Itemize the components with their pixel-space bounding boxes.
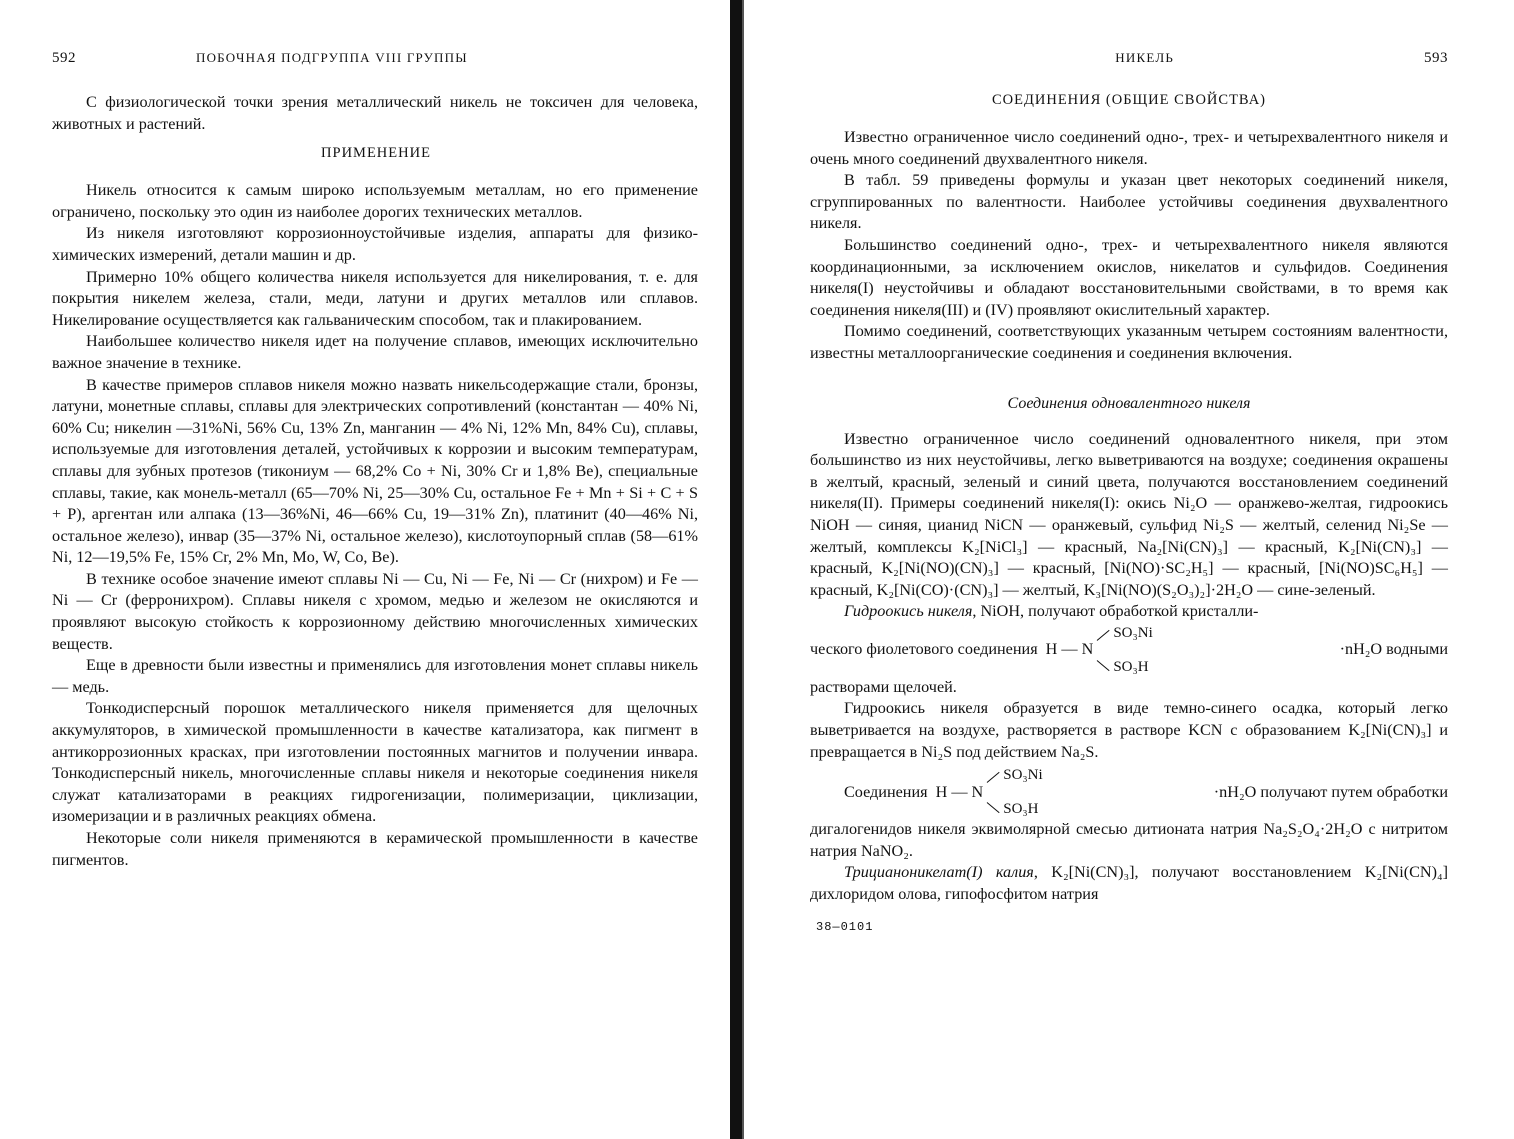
left-running-title: ПОБОЧНАЯ ПОДГРУППА VIII ГРУППЫ <box>196 50 468 65</box>
hydroxide-formula-prefix: ческого фиолетового соединения <box>810 640 1038 659</box>
intro-paragraph: С физиологической точки зрения металлический никель не токсичен для человека, животных и растений. <box>52 93 698 133</box>
application-paragraph-7: Еще в древности были известны и применялись для изготовления монет сплавы никель — медь. <box>52 656 698 696</box>
hydroxide-formula-h: H — N <box>1045 640 1094 659</box>
right-running-head <box>810 50 1448 72</box>
book-gutter-edge <box>742 0 744 1139</box>
compound-structural-formula <box>936 767 1043 817</box>
application-paragraph-5: В качестве примеров сплавов никеля можно назвать никельсодержащие стали, бронзы, латуни, монетные сплавы, сплавы для электрических сопротивлений (константан — 40% Ni, 60% Cu; никелин —31%Ni, 56% Cu, 13% Zn, манганин — 4% Ni, 12% Mn, 84% Cu), сплавы, используемые для изготовления деталей, устойчивых к коррозии и высоким температурам, сплавы для зубных протезов (тикониум — 68,2% Co + Ni, 30% Cr и 1,8% Be), специальные сплавы, такие, как монель-металл (65—70% Ni, 25—30% Cu, остальное Fe + Mn + Si + C + S + P), аргентан или алпака (13—36%Ni, 46—66% Cu, 19—31% Zn), платинит (40—46% Ni, остальное железо), инвар (35—37% Ni, остальное железо), кислотоупорный сплав (58—61% Ni, 12—19,5% Fe, 15% Cr, 2% Mn, Mo, W, Co, Be). <box>52 375 698 567</box>
hydroxide-lead-paragraph <box>810 601 1448 623</box>
right-running-title: НИКЕЛЬ <box>1115 50 1174 65</box>
compound-formula-branches <box>1003 767 1042 817</box>
application-paragraph-3: Примерно 10% общего количества никеля используется для никелирования, т. е. для покрытия никелем железа, стали, меди, латуни и других металлов или сплавов. Никелирование осуществляется как гальваническим способом, так и плакированием. <box>52 267 698 329</box>
compound-formula-suffix: ·nH₂O получают путем обработки <box>1213 782 1448 801</box>
left-page <box>0 0 730 1139</box>
right-page <box>758 0 1514 1139</box>
compound-formula-bottom: SO₃H <box>1003 801 1039 818</box>
hydroxide-term: Гидроокись никеля <box>844 602 973 621</box>
application-paragraph-9: Некоторые соли никеля применяются в керамической промышленности в качестве пигментов. <box>52 829 698 869</box>
hydroxide-tail: растворами щелочей. <box>810 677 957 696</box>
hydroxide-formula-suffix: ·nH₂O водными <box>1339 640 1448 659</box>
signature-mark: 38—0101 <box>816 919 874 934</box>
tricyano-text: , K₂[Ni(CN)₃], получают восстановлением K₂[Ni(CN)₄] дихлоридом олова, гипофосфитом натрия <box>810 863 1449 904</box>
application-paragraph-4: Наибольшее количество никеля идет на получение сплавов, имеющих исключительно важное значение в технике. <box>52 332 698 372</box>
formula-branch-lines <box>987 772 1001 812</box>
compound-formula-h: H — N <box>935 782 984 801</box>
compounds-paragraph-3: Большинство соединений одно-, трех- и четырехвалентного никеля являются координационными, за исключением окислов, никелатов и сульфидов. Соединения никеля(I) неустойчивы и обладают восстановительными свойствами, в то время как соединения никеля(III) и (IV) проявляют окислительный характер. <box>810 235 1448 319</box>
application-paragraph-1: Никель относится к самым широко используемым металлам, но его применение ограничено, поскольку это один из наиболее дорогих технических металлов. <box>52 181 698 221</box>
application-paragraph-8: Тонкодисперсный порошок металлического никеля применяется для щелочных аккумуляторов, в химической промышленности в качестве катализатора, как пигмент в антикоррозионных красках, при изготовлении постоянных магнитов и получении инвара. Тонкодисперсный никель, многочисленные сплавы никеля и некоторые соединения никеля служат катализаторами в реакциях гидрогенизации, полимеризации, циклизации, изомеризации и в различных реакциях обмена. <box>52 699 698 826</box>
compounds-paragraph-4: Помимо соединений, соответствующих указанным четырем состояниям валентности, известны металлоорганические соединения и соединения включения. <box>810 322 1448 362</box>
application-paragraph-2: Из никеля изготовляют коррозионноустойчивые изделия, аппараты для физико-химических измерений, детали машин и др. <box>52 224 698 264</box>
hydroxide-lead: , NiOH, получают обработкой кристалли- <box>972 602 1259 621</box>
tricyano-term: Трицианоникелат(I) калия <box>844 863 1034 882</box>
left-page-number: 592 <box>52 50 76 66</box>
compounds-paragraph-1: Известно ограниченное число соединений одно-, трех- и четырехвалентного никеля и очень много соединений двухвалентного никеля. <box>810 128 1448 168</box>
book-gutter <box>730 0 742 1139</box>
hydroxide-formula-branches <box>1113 625 1152 675</box>
subheading-monovalent: Соединения одновалентного никеля <box>1007 394 1251 412</box>
left-running-head <box>52 50 700 72</box>
compound-formula-top: SO₃Ni <box>1003 767 1043 784</box>
monovalent-paragraph: Известно ограниченное число соединений одновалентного никеля, при этом большинство из них неустойчивы, легко выветриваются на воздухе; соединения окрашены в желтый, красный, зеленый и синий цвета, получаются восстановлением соединений никеля(II). Примеры соединений никеля(I): окись Ni₂O — оранжево-желтая, гидроокись NiOH — синяя, цианид NiCN — оранжевый, сульфид Ni₂S — желтый, селенид Ni₂Se — желтый, комплексы K₂[NiCl₃] — красный, Na₂[Ni(CN)₃] — красный, K₂[Ni(CN)₃] — красный, K₂[Ni(NO)(CN)₃] — красный, [Ni(NO)·SC₂H₅] — красный, [Ni(NO)SC₆H₅] — красный, K₂[Ni(CO)·(CN)₃] — желтый, K₃[Ni(NO)(S₂O₃)₂]·2H₂O — сине-зеленый. <box>810 429 1448 599</box>
hydroxide-structural-formula <box>1046 625 1153 675</box>
hydroxide-formula-top: SO₃Ni <box>1113 624 1153 641</box>
compound-formula-prefix: Соединения <box>844 782 928 801</box>
compound-paragraph: дигалогенидов никеля эквимолярной смесью дитионата натрия Na₂S₂O₄·2H₂O с нитритом натрия NaNO₂. <box>810 820 1448 860</box>
section-heading-compounds: СОЕДИНЕНИЯ (ОБЩИЕ СВОЙСТВА) <box>991 92 1266 108</box>
hydroxide-paragraph: Гидроокись никеля образуется в виде темно-синего осадка, который легко выветривается на воздухе, растворяется в растворе KCN с образованием K₂[Ni(CN)₃] и превращается в Ni₂S под действием Na₂S. <box>810 699 1448 761</box>
compound-formula-line <box>810 767 1448 817</box>
formula-branch-lines <box>1097 630 1111 670</box>
compounds-paragraph-2: В табл. 59 приведены формулы и указан цвет некоторых соединений никеля, сгруппированных по валентности. Наиболее устойчивы соединения двухвалентного никеля. <box>810 171 1448 233</box>
section-heading-application: ПРИМЕНЕНИЕ <box>321 145 431 162</box>
application-paragraph-6: В технике особое значение имеют сплавы Ni — Cu, Ni — Fe, Ni — Cr (нихром) и Fe — Ni — Cr (ферронихром). Сплавы никеля с хромом, медью и железом не окисляются и проявляют высокую стойкость к коррозионному действию многочисленных химических веществ. <box>52 569 698 653</box>
hydroxide-formula-bottom: SO₃H <box>1113 658 1149 675</box>
hydroxide-formula-line <box>810 625 1448 675</box>
tricyano-paragraph <box>810 862 1448 905</box>
right-page-number: 593 <box>1424 50 1448 66</box>
